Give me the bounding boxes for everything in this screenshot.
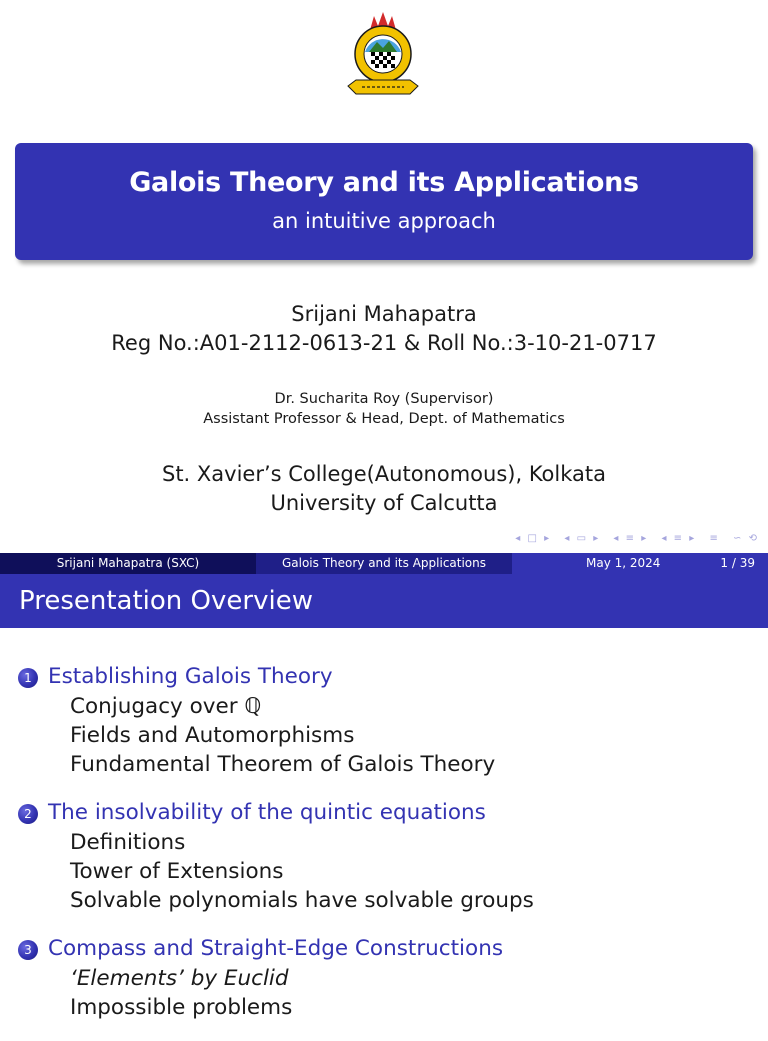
section-number-bullet: 3 <box>18 940 38 960</box>
footer-date-page <box>512 553 768 574</box>
nav-next-icon[interactable]: ▸ <box>641 533 648 544</box>
nav-prev-icon[interactable]: ◂ <box>515 533 522 544</box>
toc-subsection[interactable]: Impossible problems <box>70 995 293 1020</box>
footer-page-number: 1 / 39 <box>720 556 755 570</box>
toc-subsection[interactable]: Fields and Automorphisms <box>70 723 355 748</box>
institute-block <box>0 460 768 518</box>
institute-name: St. Xavier’s College(Autonomous), Kolkata <box>161 462 606 486</box>
presentation-title: Galois Theory and its Applications <box>129 167 639 198</box>
college-crest-icon <box>340 8 426 100</box>
nav-prev-icon[interactable]: ◂ <box>661 533 668 544</box>
author-name: Srijani Mahapatra <box>291 302 477 326</box>
frame-title: Presentation Overview <box>19 586 313 616</box>
frame-title-bar <box>0 574 768 628</box>
toc-section-title[interactable]: Establishing Galois Theory <box>48 664 333 689</box>
toc-section <box>0 798 768 915</box>
toc-subsection[interactable]: Tower of Extensions <box>70 859 284 884</box>
toc-section-heading[interactable] <box>0 662 768 692</box>
slide-footer <box>0 553 768 574</box>
nav-align-icon[interactable]: ≡ <box>709 533 719 544</box>
toc-subsection[interactable]: Conjugacy over ℚ <box>70 694 262 719</box>
nav-next-icon[interactable]: ▸ <box>689 533 696 544</box>
nav-next-icon[interactable]: ▸ <box>544 533 551 544</box>
title-block <box>15 143 753 260</box>
author-block <box>0 300 768 358</box>
nav-frame-icon[interactable]: □ <box>527 533 538 544</box>
nav-loop-icon[interactable]: ⟲ <box>748 533 758 544</box>
supervisor-position: Assistant Professor & Head, Dept. of Mathematics <box>203 411 565 427</box>
author-ids: Reg No.:A01-2112-0613-21 & Roll No.:3-10-21-0717 <box>111 331 657 355</box>
nav-prev-icon[interactable]: ◂ <box>613 533 620 544</box>
university-name: University of Calcutta <box>270 491 498 515</box>
toc-subsection[interactable]: ‘Elements’ by Euclid <box>70 966 289 991</box>
nav-next-icon[interactable]: ▸ <box>593 533 600 544</box>
nav-search-icon[interactable]: ∽ <box>733 533 743 544</box>
section-number-bullet: 2 <box>18 804 38 824</box>
presentation-overview <box>0 662 768 1041</box>
toc-section-title[interactable]: Compass and Straight-Edge Constructions <box>48 936 504 961</box>
toc-section-title[interactable]: The insolvability of the quintic equations <box>48 800 486 825</box>
footer-date: May 1, 2024 <box>586 556 661 570</box>
nav-section-icon[interactable]: ≡ <box>625 533 636 544</box>
toc-section-heading[interactable] <box>0 934 768 964</box>
toc-subsection[interactable]: Definitions <box>70 830 186 855</box>
toc-subsection[interactable]: Fundamental Theorem of Galois Theory <box>70 752 496 777</box>
toc-subsection[interactable]: Solvable polynomials have solvable groups <box>70 888 534 913</box>
nav-prev-icon[interactable]: ◂ <box>564 533 571 544</box>
nav-section-icon[interactable]: ≡ <box>673 533 684 544</box>
supervisor-block <box>0 389 768 429</box>
presentation-subtitle: an intuitive approach <box>272 209 496 233</box>
footer-title: Galois Theory and its Applications <box>256 553 512 574</box>
beamer-navigation <box>513 533 758 544</box>
supervisor-name: Dr. Sucharita Roy (Supervisor) <box>274 391 494 407</box>
nav-subsection-icon[interactable]: ▭ <box>576 533 588 544</box>
footer-author: Srijani Mahapatra (SXC) <box>0 553 256 574</box>
section-number-bullet: 1 <box>18 668 38 688</box>
toc-section-heading[interactable] <box>0 798 768 828</box>
toc-section <box>0 662 768 779</box>
toc-section <box>0 934 768 1022</box>
